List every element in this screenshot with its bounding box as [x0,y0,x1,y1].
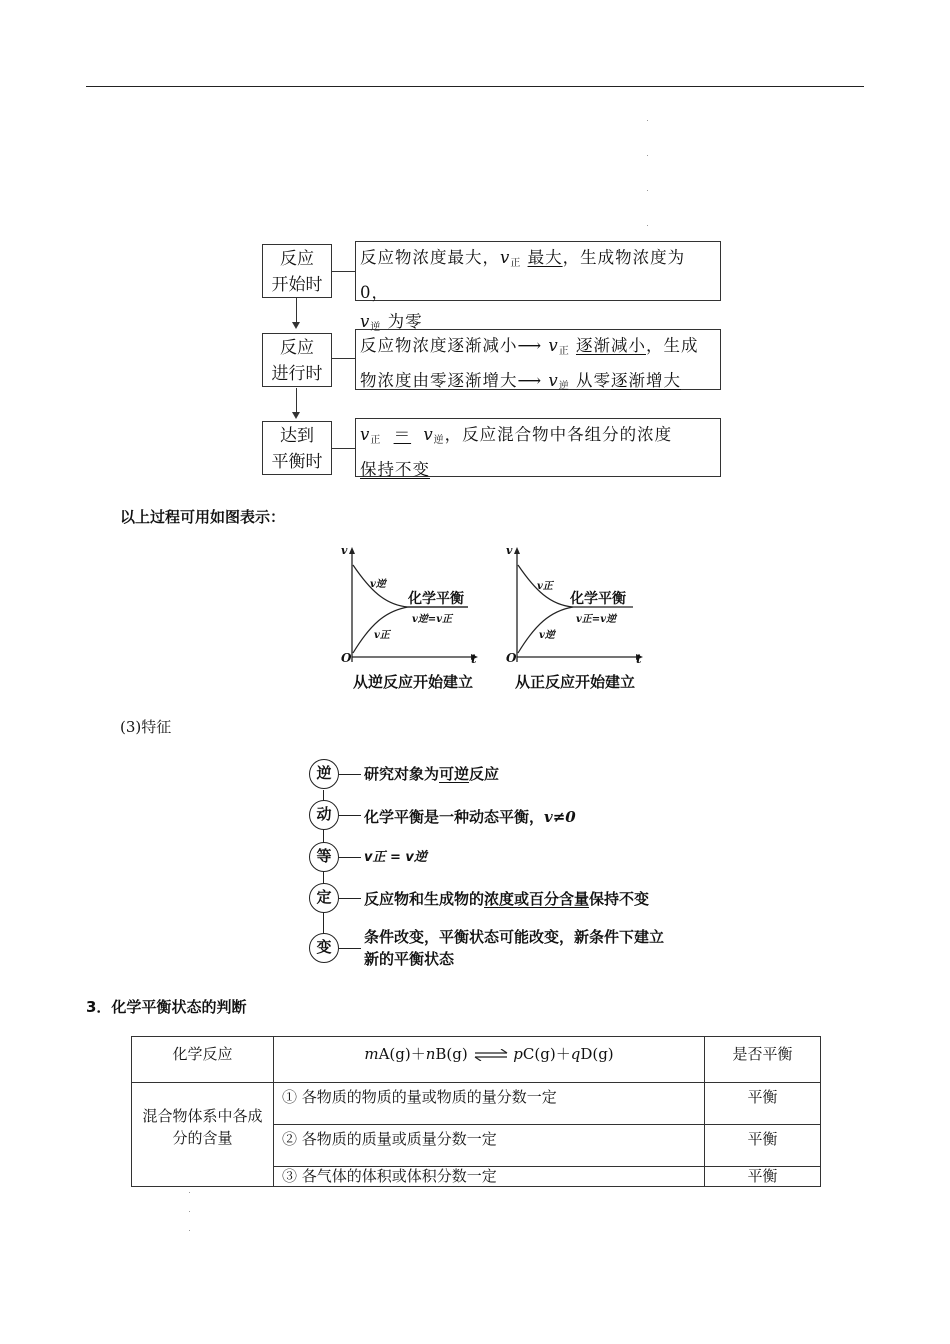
text: 保持不变 [589,890,650,908]
feature-circle: 动 [309,800,339,830]
text: 研究对象为 [364,765,440,783]
text: m [364,1045,379,1063]
text: 从零 [569,371,611,390]
graph-curve-label: v逆 [539,630,555,641]
text: B(g) [435,1045,468,1063]
graph-eq: v逆=v正 [412,614,452,625]
reversible-arrow-icon [473,1049,509,1061]
speck [647,190,648,191]
text: ，生成 [645,336,699,355]
flow-arrow-line [296,298,297,322]
graph-caption: 从正反应开始建立 [515,673,636,691]
text: C(g)＋ [522,1045,571,1063]
header-cell: 是否平衡 [705,1037,821,1083]
blank-answer: ＝ [393,425,412,444]
header-cell [274,1037,705,1083]
condition-cell: ② 各物质的质量或质量分数一定 [274,1125,705,1167]
subscript: 正 [510,258,522,269]
v-symbol: v [548,371,559,390]
v-symbol: v [548,336,559,355]
v-symbol: v [500,248,511,267]
subscript: 正 [370,435,382,446]
text: 反应物浓度逐渐减小 [360,336,518,355]
intro-text: 以上过程可用如图表示： [120,508,286,526]
section-label: (3)特征 [120,718,172,736]
graph-xlabel: t [636,652,642,666]
graph-ylabel: v [341,544,348,557]
graph-caption: 从逆反应开始建立 [353,673,474,691]
graph-curve-label: v逆 [370,579,386,590]
flow-arrow-head [292,322,300,329]
graph-curve-label: v正 [537,581,553,592]
speck [189,1230,190,1231]
feature-text [364,763,499,785]
connector [332,271,355,272]
blank-answer: 最大 [527,248,563,267]
feature-dash [339,898,361,899]
stage-line: 平衡时 [271,452,323,472]
text: 反应物浓度最大， [360,248,500,267]
connector [332,448,355,449]
text: D(g) [580,1045,614,1063]
result-cell: 平衡 [705,1167,821,1187]
condition-cell: ③ 各气体的体积或体积分数一定 [274,1167,705,1187]
stage-start [262,244,332,298]
feature-text [364,888,649,910]
header-cell: 化学反应 [132,1037,274,1083]
subscript: 逆 [558,381,570,392]
speck [647,120,648,121]
desc-start [355,241,721,333]
stage-progress [262,333,332,387]
stage-line: 反应 [280,249,314,269]
text: ，生成物浓度为 0， [360,248,686,302]
flow-arrow-head [292,412,300,419]
result-cell: 平衡 [705,1125,821,1167]
text: 反应物和生成物的 [364,890,485,908]
graph-xlabel: t [471,652,477,666]
result-cell: 平衡 [705,1083,821,1125]
blank-answer: 逐渐增大 [610,371,681,390]
equilibrium-table [131,1036,821,1187]
graph-title: 化学平衡 [570,591,626,607]
group-label-cell: 混合物体系中各成分的含量 [132,1083,274,1187]
stage-line: 反应 [280,338,314,358]
text: ，反应混合物中各组分的浓度 [444,425,673,444]
text: 反应 [469,765,500,783]
subscript: 正 [558,346,570,357]
text: q [570,1045,581,1063]
graph-title: 化学平衡 [408,591,464,607]
connector [332,358,355,359]
text: n [425,1045,436,1063]
speck [647,225,648,226]
subscript: 逆 [370,322,382,333]
v-symbol: v [360,425,371,444]
desc-progress [355,329,721,390]
graph-eq: v正=v逆 [576,614,616,625]
header-rule [86,86,864,87]
text: v≠0 [544,808,576,826]
text: 物浓度由零逐渐增大 [360,371,518,390]
stage-line: 进行时 [271,364,323,384]
graph-origin: O [506,651,517,665]
stage-line: 开始时 [271,275,323,295]
blank-answer: 可逆 [439,765,470,783]
subscript: 逆 [433,435,445,446]
text: 新的平衡状态 [364,950,455,968]
section-heading: 3．化学平衡状态的判断 [86,998,247,1016]
text: A(g)＋ [378,1045,426,1063]
desc-equilibrium [355,418,721,477]
feature-text: v正 = v逆 [364,850,427,865]
condition-cell: ① 各物质的物质的量或物质的量分数一定 [274,1083,705,1125]
blank-answer: 逐渐减小 [575,336,646,355]
feature-dash [339,948,361,949]
feature-circle: 逆 [309,759,339,789]
v-symbol: v [360,312,371,331]
arrow-glyph: ⟶ [517,336,543,355]
feature-text [364,806,576,828]
arrow-glyph: ⟶ [517,371,543,390]
feature-dash [339,815,361,816]
graph-origin: O [341,651,352,665]
feature-circle: 定 [309,883,339,913]
flow-arrow-line [296,388,297,412]
speck [189,1192,190,1193]
feature-dash [339,857,361,858]
feature-text [364,926,664,970]
stage-equilibrium [262,421,332,475]
v-symbol: v [423,425,434,444]
text: p [513,1045,523,1063]
text: 化学平衡是一种动态平衡， [364,808,545,826]
graph-curve-label: v正 [374,630,390,641]
speck [647,155,648,156]
feature-circle: 变 [309,933,339,963]
text: 为零 [381,312,423,331]
speck [189,1211,190,1212]
feature-dash [339,774,361,775]
blank-answer: 保持不变 [360,460,430,479]
blank-answer: 浓度或百分含量 [484,890,590,908]
stage-line: 达到 [280,426,314,446]
text: 条件改变，平衡状态可能改变，新条件下建立 [364,928,665,946]
graph-ylabel: v [506,544,513,557]
feature-circle: 等 [309,842,339,872]
